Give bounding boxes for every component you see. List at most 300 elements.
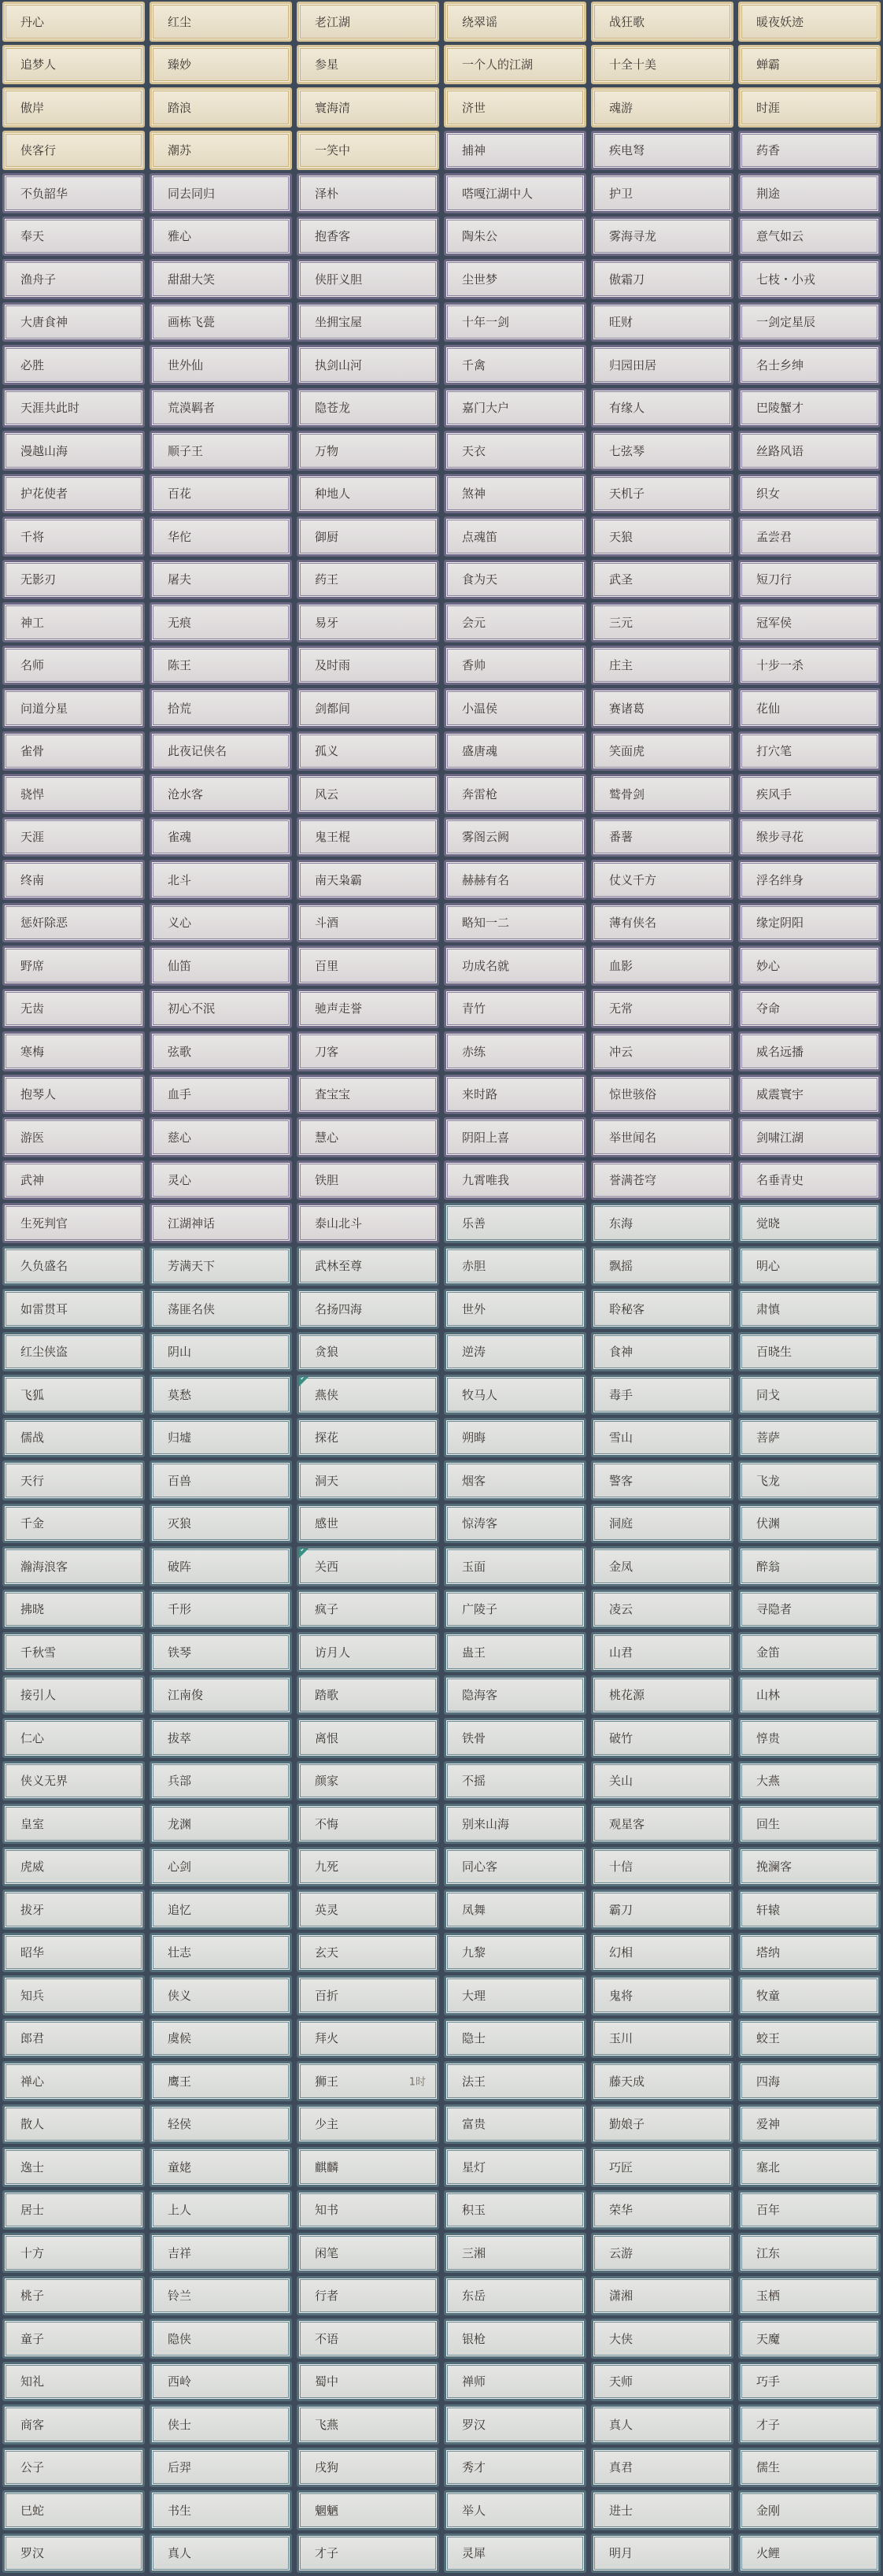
title-card[interactable]: [2, 2061, 145, 2101]
title-card[interactable]: [150, 2404, 292, 2445]
title-card[interactable]: [2, 1975, 145, 2015]
title-card[interactable]: [444, 474, 586, 514]
title-card[interactable]: [297, 1332, 439, 1372]
title-card[interactable]: [444, 2404, 586, 2445]
title-card[interactable]: [738, 946, 881, 986]
title-card[interactable]: [2, 2019, 145, 2059]
title-card[interactable]: [297, 1031, 439, 1071]
title-card[interactable]: [444, 345, 586, 385]
title-card[interactable]: [297, 2533, 439, 2574]
title-card[interactable]: [297, 2362, 439, 2402]
title-card[interactable]: [444, 1460, 586, 1501]
title-card[interactable]: [591, 2, 733, 42]
title-card[interactable]: [150, 345, 292, 385]
title-card[interactable]: [150, 2147, 292, 2187]
title-card[interactable]: [150, 1933, 292, 1973]
title-card[interactable]: [738, 1289, 881, 1329]
title-card[interactable]: [2, 1675, 145, 1715]
title-card[interactable]: [297, 302, 439, 342]
title-card[interactable]: [150, 1975, 292, 2015]
title-card[interactable]: [297, 1675, 439, 1715]
title-card[interactable]: [738, 2061, 881, 2101]
title-card[interactable]: [150, 1460, 292, 1501]
title-card[interactable]: [150, 1117, 292, 1157]
title-card[interactable]: [738, 2019, 881, 2059]
title-card[interactable]: [738, 2233, 881, 2273]
title-card[interactable]: [150, 860, 292, 900]
title-card[interactable]: [444, 431, 586, 471]
title-card[interactable]: [150, 903, 292, 943]
title-card[interactable]: [297, 1289, 439, 1329]
title-card[interactable]: [297, 1546, 439, 1586]
title-card[interactable]: [297, 774, 439, 814]
title-card[interactable]: [738, 2276, 881, 2316]
title-card[interactable]: [591, 2233, 733, 2273]
title-card[interactable]: [297, 2104, 439, 2145]
title-card[interactable]: [444, 1847, 586, 1887]
title-card[interactable]: [591, 217, 733, 257]
title-card[interactable]: [444, 2319, 586, 2359]
title-card[interactable]: [150, 2061, 292, 2101]
title-card[interactable]: [591, 1504, 733, 1544]
title-card[interactable]: [444, 731, 586, 772]
title-card[interactable]: [297, 1504, 439, 1544]
title-card[interactable]: [738, 1804, 881, 1844]
title-card[interactable]: [591, 646, 733, 686]
title-card[interactable]: [738, 87, 881, 128]
title-card[interactable]: [444, 87, 586, 128]
title-card[interactable]: [150, 2490, 292, 2530]
title-card[interactable]: [2, 1933, 145, 1973]
title-card[interactable]: [150, 1289, 292, 1329]
title-card[interactable]: [2, 860, 145, 900]
title-card[interactable]: [297, 2019, 439, 2059]
title-card[interactable]: [297, 817, 439, 857]
title-card[interactable]: [444, 2448, 586, 2488]
title-card[interactable]: [738, 560, 881, 600]
title-card[interactable]: [591, 431, 733, 471]
title-card[interactable]: [297, 1590, 439, 1630]
title-card[interactable]: [150, 1332, 292, 1372]
title-card[interactable]: [297, 474, 439, 514]
title-card[interactable]: [297, 1460, 439, 1501]
title-card[interactable]: [297, 217, 439, 257]
title-card[interactable]: [444, 646, 586, 686]
title-card[interactable]: [738, 989, 881, 1029]
title-card[interactable]: [444, 2019, 586, 2059]
title-card[interactable]: [591, 1590, 733, 1630]
title-card[interactable]: [297, 2319, 439, 2359]
title-card[interactable]: [297, 1203, 439, 1243]
title-card[interactable]: [591, 1675, 733, 1715]
title-card[interactable]: [591, 87, 733, 128]
title-card[interactable]: [150, 774, 292, 814]
title-card[interactable]: [150, 1031, 292, 1071]
title-card[interactable]: [2, 45, 145, 85]
title-card[interactable]: [2, 1246, 145, 1286]
title-card[interactable]: [150, 817, 292, 857]
title-card[interactable]: [444, 1504, 586, 1544]
title-card[interactable]: [150, 688, 292, 728]
title-card[interactable]: [591, 2190, 733, 2230]
title-card[interactable]: [738, 731, 881, 772]
title-card[interactable]: [2, 1332, 145, 1372]
title-card[interactable]: [2, 516, 145, 557]
title-card[interactable]: [591, 388, 733, 428]
title-card[interactable]: [2, 259, 145, 299]
title-card[interactable]: [150, 1075, 292, 1115]
title-card[interactable]: [150, 1675, 292, 1715]
title-card[interactable]: [591, 1847, 733, 1887]
title-card[interactable]: [150, 560, 292, 600]
title-card[interactable]: [591, 2448, 733, 2488]
title-card[interactable]: [444, 1075, 586, 1115]
title-card[interactable]: [444, 217, 586, 257]
title-card[interactable]: [444, 2362, 586, 2402]
title-card[interactable]: [738, 1847, 881, 1887]
title-card[interactable]: [2, 989, 145, 1029]
title-card[interactable]: [297, 1804, 439, 1844]
title-card[interactable]: [444, 860, 586, 900]
title-card[interactable]: [591, 1460, 733, 1501]
title-card[interactable]: [2, 2490, 145, 2530]
title-card[interactable]: [2, 1031, 145, 1071]
title-card[interactable]: [297, 431, 439, 471]
title-card[interactable]: [2, 131, 145, 171]
title-card[interactable]: [150, 1847, 292, 1887]
title-card[interactable]: [150, 1246, 292, 1286]
title-card[interactable]: [150, 1160, 292, 1201]
title-card[interactable]: [738, 1418, 881, 1458]
title-card[interactable]: [444, 560, 586, 600]
title-card[interactable]: [2, 302, 145, 342]
title-card[interactable]: [591, 688, 733, 728]
title-card[interactable]: [738, 302, 881, 342]
title-card[interactable]: [297, 1847, 439, 1887]
title-card[interactable]: [444, 2061, 586, 2101]
title-card[interactable]: [738, 345, 881, 385]
title-card[interactable]: [444, 903, 586, 943]
title-card[interactable]: [150, 516, 292, 557]
title-card[interactable]: [738, 173, 881, 213]
title-card[interactable]: [2, 903, 145, 943]
title-card[interactable]: [738, 1718, 881, 1758]
title-card[interactable]: [297, 560, 439, 600]
title-card[interactable]: [297, 2404, 439, 2445]
title-card[interactable]: [297, 860, 439, 900]
title-card[interactable]: [591, 345, 733, 385]
title-card[interactable]: [297, 1632, 439, 1672]
title-card[interactable]: [2, 1504, 145, 1544]
title-card[interactable]: [738, 259, 881, 299]
title-card[interactable]: [2, 2, 145, 42]
title-card[interactable]: [297, 1933, 439, 1973]
title-card[interactable]: [150, 259, 292, 299]
title-card[interactable]: [2, 2533, 145, 2574]
title-card[interactable]: [738, 1203, 881, 1243]
title-card[interactable]: [738, 646, 881, 686]
title-card[interactable]: [150, 1203, 292, 1243]
title-card[interactable]: [591, 2276, 733, 2316]
title-card[interactable]: [2, 2190, 145, 2230]
title-card[interactable]: [591, 1761, 733, 1801]
title-card[interactable]: [150, 646, 292, 686]
title-card[interactable]: [738, 1117, 881, 1157]
title-card[interactable]: [2, 431, 145, 471]
title-card[interactable]: [2, 731, 145, 772]
title-card[interactable]: [591, 1332, 733, 1372]
title-card[interactable]: [444, 946, 586, 986]
title-card[interactable]: [444, 1761, 586, 1801]
title-card[interactable]: [2, 560, 145, 600]
title-card[interactable]: [591, 1632, 733, 1672]
title-card[interactable]: [297, 731, 439, 772]
title-card[interactable]: [297, 989, 439, 1029]
title-card[interactable]: [738, 1675, 881, 1715]
title-card[interactable]: [738, 131, 881, 171]
title-card[interactable]: [2, 474, 145, 514]
title-card[interactable]: [444, 1375, 586, 1415]
title-card[interactable]: [2, 345, 145, 385]
title-card[interactable]: [150, 2104, 292, 2145]
title-card[interactable]: [591, 1804, 733, 1844]
title-card[interactable]: [2, 1418, 145, 1458]
title-card[interactable]: [2, 2362, 145, 2402]
title-card[interactable]: [2, 2147, 145, 2187]
title-card[interactable]: [738, 2448, 881, 2488]
title-card[interactable]: [297, 2061, 439, 2101]
title-card[interactable]: [444, 1203, 586, 1243]
title-card[interactable]: [591, 1160, 733, 1201]
title-card[interactable]: [2, 2233, 145, 2273]
title-card[interactable]: [444, 1546, 586, 1586]
title-card[interactable]: [297, 2448, 439, 2488]
title-card[interactable]: [444, 302, 586, 342]
title-card[interactable]: [150, 989, 292, 1029]
title-card[interactable]: [444, 774, 586, 814]
title-card[interactable]: [150, 1504, 292, 1544]
title-card[interactable]: [591, 1246, 733, 1286]
title-card[interactable]: [2, 1075, 145, 1115]
title-card[interactable]: [444, 2190, 586, 2230]
title-card[interactable]: [150, 2448, 292, 2488]
title-card[interactable]: [444, 1804, 586, 1844]
title-card[interactable]: [297, 946, 439, 986]
title-card[interactable]: [591, 131, 733, 171]
title-card[interactable]: [2, 1889, 145, 1930]
title-card[interactable]: [738, 1975, 881, 2015]
title-card[interactable]: [591, 1418, 733, 1458]
title-card[interactable]: [150, 388, 292, 428]
title-card[interactable]: [150, 1761, 292, 1801]
title-card[interactable]: [591, 1031, 733, 1071]
title-card[interactable]: [150, 2533, 292, 2574]
title-card[interactable]: [297, 1975, 439, 2015]
title-card[interactable]: [150, 173, 292, 213]
title-card[interactable]: [297, 1761, 439, 1801]
title-card[interactable]: [591, 474, 733, 514]
title-card[interactable]: [150, 2233, 292, 2273]
title-card[interactable]: [444, 1889, 586, 1930]
title-card[interactable]: [444, 516, 586, 557]
title-card[interactable]: [444, 2147, 586, 2187]
title-card[interactable]: [591, 2533, 733, 2574]
title-card[interactable]: [444, 1675, 586, 1715]
title-card[interactable]: [2, 173, 145, 213]
title-card[interactable]: [738, 474, 881, 514]
title-card[interactable]: [297, 1375, 439, 1415]
title-card[interactable]: [150, 2, 292, 42]
title-card[interactable]: [591, 1117, 733, 1157]
title-card[interactable]: [738, 1460, 881, 1501]
title-card[interactable]: [738, 2490, 881, 2530]
title-card[interactable]: [150, 1889, 292, 1930]
title-card[interactable]: [444, 1718, 586, 1758]
title-card[interactable]: [444, 2533, 586, 2574]
title-card[interactable]: [444, 1933, 586, 1973]
title-card[interactable]: [444, 45, 586, 85]
title-card[interactable]: [444, 1332, 586, 1372]
title-card[interactable]: [738, 431, 881, 471]
title-card[interactable]: [591, 1289, 733, 1329]
title-card[interactable]: [297, 516, 439, 557]
title-card[interactable]: [297, 87, 439, 128]
title-card[interactable]: [2, 646, 145, 686]
title-card[interactable]: [297, 45, 439, 85]
title-card[interactable]: [591, 1375, 733, 1415]
title-card[interactable]: [591, 2490, 733, 2530]
title-card[interactable]: [150, 45, 292, 85]
title-card[interactable]: [591, 1889, 733, 1930]
title-card[interactable]: [738, 1075, 881, 1115]
title-card[interactable]: [297, 2490, 439, 2530]
title-card[interactable]: [591, 173, 733, 213]
title-card[interactable]: [591, 903, 733, 943]
title-card[interactable]: [444, 817, 586, 857]
title-card[interactable]: [591, 1546, 733, 1586]
title-card[interactable]: [738, 1933, 881, 1973]
title-card[interactable]: [444, 1590, 586, 1630]
title-card[interactable]: [150, 602, 292, 642]
title-card[interactable]: [738, 2319, 881, 2359]
title-card[interactable]: [444, 1975, 586, 2015]
title-card[interactable]: [591, 2362, 733, 2402]
title-card[interactable]: [591, 1203, 733, 1243]
title-card[interactable]: [297, 2, 439, 42]
title-card[interactable]: [297, 173, 439, 213]
title-card[interactable]: [150, 302, 292, 342]
title-card[interactable]: [150, 2319, 292, 2359]
title-card[interactable]: [591, 2319, 733, 2359]
title-card[interactable]: [150, 1804, 292, 1844]
title-card[interactable]: [591, 1718, 733, 1758]
title-card[interactable]: [2, 1632, 145, 1672]
title-card[interactable]: [2, 1546, 145, 1586]
title-card[interactable]: [738, 1504, 881, 1544]
title-card[interactable]: [444, 1031, 586, 1071]
title-card[interactable]: [297, 259, 439, 299]
title-card[interactable]: [150, 431, 292, 471]
title-card[interactable]: [444, 131, 586, 171]
title-card[interactable]: [150, 2362, 292, 2402]
title-card[interactable]: [444, 259, 586, 299]
title-card[interactable]: [738, 2362, 881, 2402]
title-card[interactable]: [297, 688, 439, 728]
title-card[interactable]: [444, 1289, 586, 1329]
title-card[interactable]: [591, 2019, 733, 2059]
title-card[interactable]: [738, 2190, 881, 2230]
title-card[interactable]: [738, 388, 881, 428]
title-card[interactable]: [738, 2404, 881, 2445]
title-card[interactable]: [738, 688, 881, 728]
title-card[interactable]: [150, 2276, 292, 2316]
title-card[interactable]: [738, 903, 881, 943]
title-card[interactable]: [297, 2276, 439, 2316]
title-card[interactable]: [591, 774, 733, 814]
title-card[interactable]: [738, 1332, 881, 1372]
title-card[interactable]: [150, 1632, 292, 1672]
title-card[interactable]: [297, 1889, 439, 1930]
title-card[interactable]: [738, 774, 881, 814]
title-card[interactable]: [738, 1546, 881, 1586]
title-card[interactable]: [738, 217, 881, 257]
title-card[interactable]: [297, 1718, 439, 1758]
title-card[interactable]: [738, 1761, 881, 1801]
title-card[interactable]: [738, 1632, 881, 1672]
title-card[interactable]: [297, 388, 439, 428]
title-card[interactable]: [2, 1203, 145, 1243]
title-card[interactable]: [591, 45, 733, 85]
title-card[interactable]: [297, 1160, 439, 1201]
title-card[interactable]: [150, 1375, 292, 1415]
title-card[interactable]: [591, 860, 733, 900]
title-card[interactable]: [738, 45, 881, 85]
title-card[interactable]: [738, 1889, 881, 1930]
title-card[interactable]: [444, 2104, 586, 2145]
title-card[interactable]: [591, 602, 733, 642]
title-card[interactable]: [2, 2448, 145, 2488]
title-card[interactable]: [297, 131, 439, 171]
title-card[interactable]: [444, 602, 586, 642]
title-card[interactable]: [2, 1375, 145, 1415]
title-card[interactable]: [738, 1246, 881, 1286]
title-card[interactable]: [591, 2404, 733, 2445]
title-card[interactable]: [738, 2104, 881, 2145]
title-card[interactable]: [297, 1075, 439, 1115]
title-card[interactable]: [444, 989, 586, 1029]
title-card[interactable]: [297, 602, 439, 642]
title-card[interactable]: [591, 817, 733, 857]
title-card[interactable]: [2, 602, 145, 642]
title-card[interactable]: [2, 2104, 145, 2145]
title-card[interactable]: [444, 2, 586, 42]
title-card[interactable]: [738, 516, 881, 557]
title-card[interactable]: [738, 602, 881, 642]
title-card[interactable]: [444, 1418, 586, 1458]
title-card[interactable]: [591, 1975, 733, 2015]
title-card[interactable]: [2, 2319, 145, 2359]
title-card[interactable]: [591, 302, 733, 342]
title-card[interactable]: [297, 1117, 439, 1157]
title-card[interactable]: [150, 2190, 292, 2230]
title-card[interactable]: [591, 2061, 733, 2101]
title-card[interactable]: [297, 2190, 439, 2230]
title-card[interactable]: [150, 1546, 292, 1586]
title-card[interactable]: [150, 2019, 292, 2059]
title-card[interactable]: [2, 817, 145, 857]
title-card[interactable]: [591, 1075, 733, 1115]
title-card[interactable]: [2, 217, 145, 257]
